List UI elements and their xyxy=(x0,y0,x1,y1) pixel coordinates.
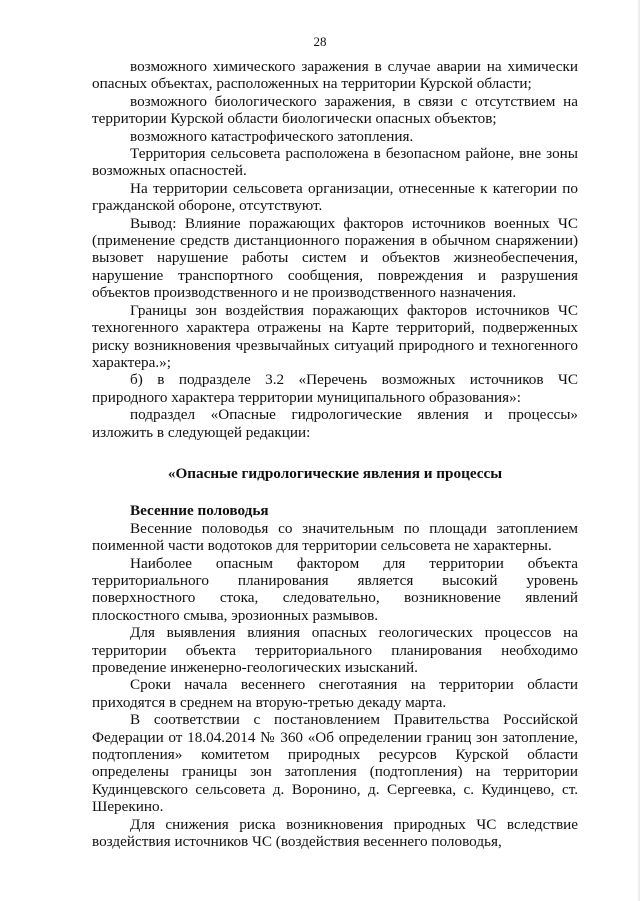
paragraph-biological-contamination: возможного биологического заражения, в связи с отсутствием на территории Курской области биологически опасных объектов; xyxy=(92,92,578,128)
paragraph-subsection-3-2: б) в подразделе 3.2 «Перечень возможных источников ЧС природного характера территории муниципального образования»: xyxy=(92,371,578,406)
paragraph-conclusion: Вывод: Влияние поражающих факторов источников военных ЧС (применение средств дистанционного поражения в обычном снаряжении) вызовет нарушение работы систем и объектов жизнеобеспечения, нарушение транспортного сообщения, повреждения и разрушения объектов производственного и не производственного назначения. xyxy=(92,214,578,302)
paragraph-catastrophic-flooding: возможного катастрофического затопления. xyxy=(130,127,414,145)
paragraph-civil-defense: На территории сельсовета организации, отнесенные к категории по гражданской обороне, отсутствуют. xyxy=(92,179,578,215)
section-heading: «Опасные гидрологические явления и процессы xyxy=(167,464,503,482)
paragraph-risk-reduction: Для снижения риска возникновения природных ЧС вследствие воздействия источников ЧС (воздействия весеннего половодья, xyxy=(92,815,578,851)
paragraph-snowmelt: Сроки начала весеннего снеготаяния на территории области приходятся в среднем на вторую-третью декаду марта. xyxy=(92,676,578,711)
document-body xyxy=(92,58,578,850)
paragraph-impact-zones: Границы зон воздействия поражающих факторов источников ЧС техногенного характера отражены на Карте территорий, подверженных риску возникновения чрезвычайных ситуаций природного и техногенного характера.»; xyxy=(92,301,578,371)
paragraph-flood-zones: В соответствии с постановлением Правительства Российской Федерации от 18.04.2014 № 360 «Об определении границ зон затопление, подтопления» комитетом природных ресурсов Курской области определены границы зон затопления (подтопления) на территории Кудинцевского сельсовета д. Воронино, д. Сергеевка, с. Кудинцево, ст. Шерекино. xyxy=(92,711,578,816)
paragraph-chemical-contamination: возможного химического заражения в случае аварии на химически опасных объектах, расположенных на территории Курской области; xyxy=(92,58,578,93)
paragraph-new-edition: подраздел «Опасные гидрологические явления и процессы» изложить в следующей редакции: xyxy=(92,406,578,441)
page-number: 28 xyxy=(313,34,327,49)
paragraph-safe-area: Территория сельсовета расположена в безопасном районе, вне зоны возможных опасностей. xyxy=(92,145,578,180)
paragraph-geological-surveys: Для выявления влияния опасных геологических процессов на территории объекта территориального планирования необходимо проведение инженерно-геологических изысканий. xyxy=(92,624,578,676)
paragraph-spring-floods: Весенние половодья со значительным по площади затоплением поименной части водотоков для территории сельсовета не характерны. xyxy=(92,519,578,555)
paragraph-surface-runoff: Наиболее опасным фактором для территории объекта территориального планирования является высокий уровень поверхностного стока, следовательно, возникновение явлений плоскостного смыва, эрозионных размывов. xyxy=(92,554,578,624)
subsection-heading: Весенние половодья xyxy=(130,502,269,520)
